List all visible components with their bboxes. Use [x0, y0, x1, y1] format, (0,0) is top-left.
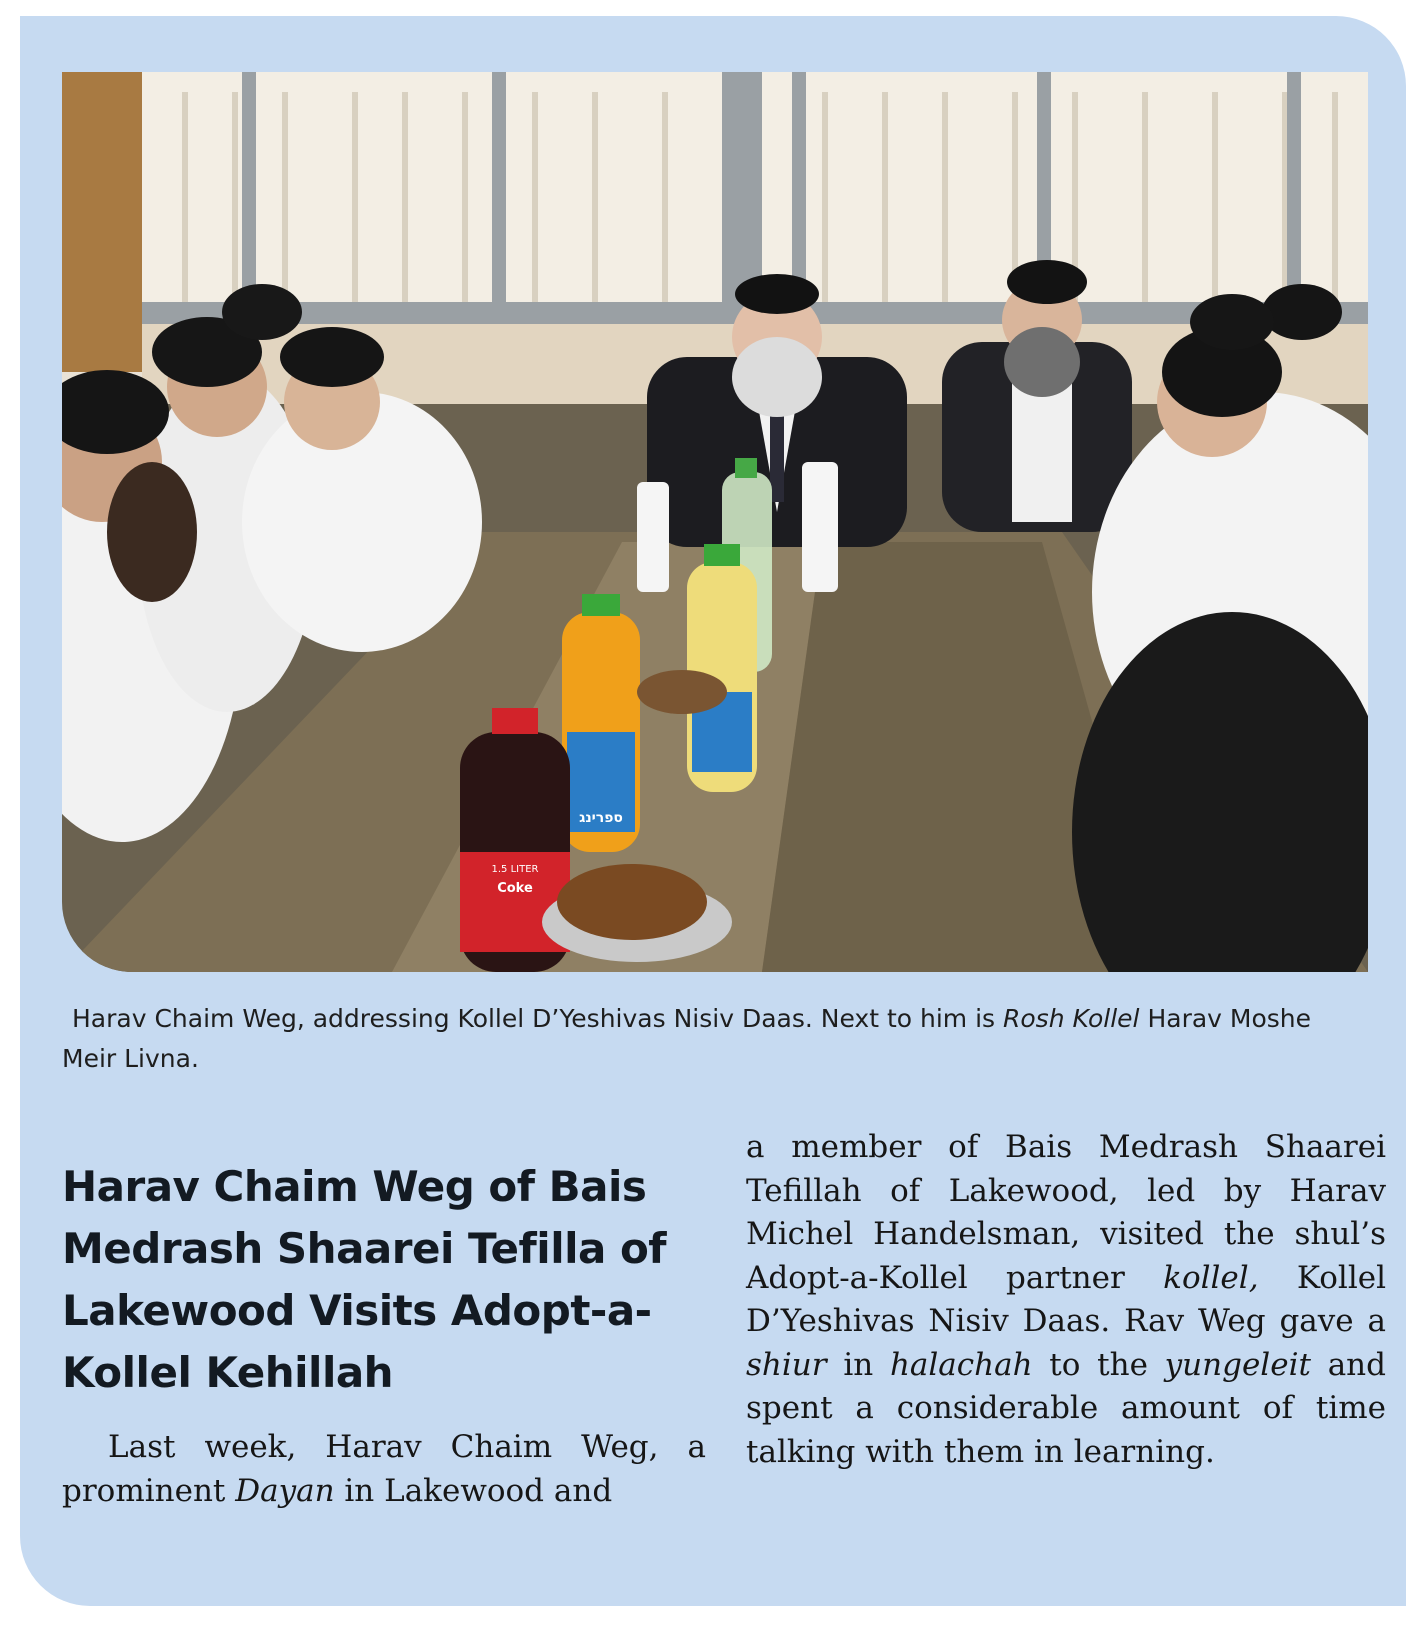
body-italic-dayan: Dayan — [235, 1472, 335, 1509]
body-italic-yungeleit: yungeleit — [1164, 1346, 1311, 1383]
photo-illustration — [62, 72, 1368, 972]
cola-bottle-label: Coke — [497, 881, 533, 896]
juice-bottle-label: ספרינג — [579, 810, 623, 826]
body-text-segment: Last week, Harav Chaim Weg, a prominent — [62, 1429, 706, 1509]
body-italic-shiur: shiur — [746, 1346, 827, 1383]
caption-italic: Rosh Kollel — [1003, 1004, 1140, 1033]
article-photo — [62, 72, 1368, 972]
article-column-1 — [62, 1426, 706, 1513]
caption-text-1: Harav Chaim Weg, addressing Kollel D’Yeshivas Nisiv Daas. Next to him is — [72, 1004, 1003, 1033]
article-headline: Harav Chaim Weg of Bais Medrash Shaarei Tefilla of Lakewood Visits Adopt-a-Kollel Kehillah — [62, 1162, 667, 1397]
caption-text-2: Harav Moshe Meir Livna. — [62, 1004, 1312, 1073]
body-text-segment: to the — [1032, 1346, 1165, 1383]
body-text-segment: and spent a considerable amount of time talking with them in learning. — [746, 1346, 1386, 1470]
body-text-segment: Kollel D’Yeshivas Nisiv Daas. Rav Weg gave a — [746, 1259, 1386, 1339]
body-text-segment: a member of Bais Medrash Shaarei Tefillah of Lakewood, led by Harav Michel Handelsman, visited the shul’s Adopt-a-Kollel partner — [746, 1129, 1386, 1296]
cola-bottle-volume: 1.5 LITER — [491, 864, 539, 875]
body-text-segment: in Lakewood and — [334, 1472, 613, 1509]
article-card — [20, 16, 1406, 1606]
body-italic-halachah: halachah — [889, 1346, 1033, 1383]
body-text-segment: in — [826, 1346, 890, 1383]
article-column-2 — [746, 1126, 1386, 1474]
photo-caption — [62, 999, 1372, 1079]
body-italic-kollel: kollel, — [1163, 1259, 1259, 1296]
